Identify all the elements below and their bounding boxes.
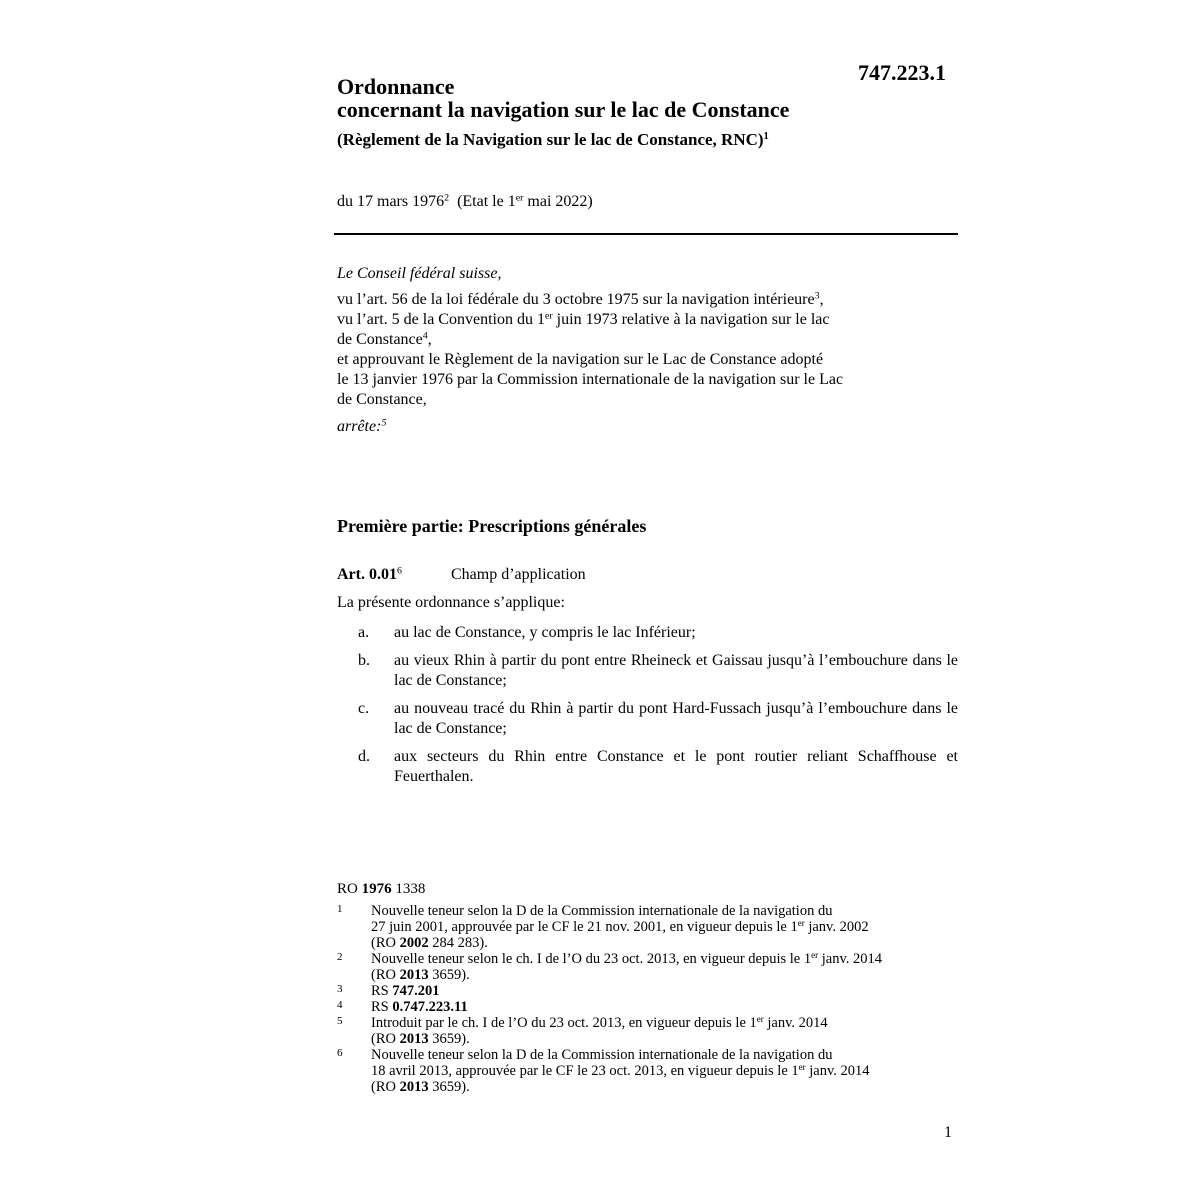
footnote-3 bbox=[337, 983, 937, 999]
footnote-text bbox=[371, 1047, 937, 1095]
footnote-ref-5[interactable]: 5 bbox=[381, 417, 387, 429]
footnote-bold: 0.747.223.11 bbox=[392, 999, 468, 1015]
footnote-bold: 747.201 bbox=[392, 983, 440, 999]
footnote-text bbox=[371, 983, 937, 999]
footnote-line: RS bbox=[371, 983, 393, 999]
preamble-line-2-ordinal: er bbox=[544, 310, 553, 322]
preamble-arrete bbox=[337, 417, 957, 437]
preamble-line-5: le 13 janvier 1976 par la Commission internationale de la navigation sur le Lac bbox=[337, 371, 844, 388]
footnote-number: 3 bbox=[337, 983, 343, 995]
footnote-line-end: 284 283). bbox=[428, 935, 488, 951]
footnote-line-end: janv. 2014 bbox=[818, 951, 883, 967]
footnote-ordinal: er bbox=[798, 1062, 806, 1073]
document-number: 747.223.1 bbox=[858, 60, 946, 85]
ro-reference bbox=[337, 881, 425, 898]
preamble-line-2-post: juin 1973 relative à la navigation sur le lac bbox=[552, 311, 830, 328]
title-line-1: Ordonnance bbox=[337, 74, 455, 99]
ro-prefix: RO bbox=[337, 881, 362, 897]
footnote-4 bbox=[337, 999, 937, 1015]
footnote-2 bbox=[337, 951, 937, 983]
footnote-line-end: janv. 2014 bbox=[805, 1063, 870, 1079]
footnote-number: 4 bbox=[337, 999, 343, 1011]
list-item-text: au nouveau tracé du Rhin à partir du pont Hard-Fussach jusqu’à l’embouchure dans le lac de Constance; bbox=[394, 700, 958, 737]
footnote-number: 6 bbox=[337, 1047, 343, 1059]
footnote-1 bbox=[337, 903, 937, 951]
footnote-number: 5 bbox=[337, 1015, 343, 1027]
footnote-line: (RO bbox=[371, 1079, 400, 1095]
footnote-text bbox=[371, 999, 937, 1015]
footnote-line: Nouvelle teneur selon la D de la Commission internationale de la navigation du bbox=[371, 1047, 833, 1063]
footnote-bold: 2013 bbox=[399, 1079, 429, 1095]
footnote-line: RS bbox=[371, 999, 393, 1015]
footnote-6 bbox=[337, 1047, 937, 1095]
state-suffix: mai 2022) bbox=[523, 193, 593, 210]
footnote-ref-6[interactable]: 6 bbox=[396, 565, 402, 577]
title-line-3 bbox=[337, 130, 769, 150]
footnote-line: 27 juin 2001, approuvée par le CF le 21 nov. 2001, en vigueur depuis le 1 bbox=[371, 919, 798, 935]
title-line-2: concernant la navigation sur le lac de Constance bbox=[337, 97, 790, 122]
footnote-5 bbox=[337, 1015, 937, 1047]
footnote-text bbox=[371, 951, 937, 983]
list-item bbox=[358, 623, 958, 643]
footnote-line-end: 3659). bbox=[428, 1031, 470, 1047]
footnote-text bbox=[371, 1015, 937, 1047]
footnote-number: 1 bbox=[337, 903, 343, 915]
footnote-ref-2[interactable]: 2 bbox=[444, 192, 450, 204]
footnote-bold: 2013 bbox=[399, 1031, 429, 1047]
part-heading: Première partie: Prescriptions générales bbox=[337, 516, 647, 536]
footnote-ref-4[interactable]: 4 bbox=[422, 330, 428, 342]
preamble-line-6: de Constance, bbox=[337, 391, 427, 408]
preamble-line-1-text: vu l’art. 56 de la loi fédérale du 3 octobre 1975 sur la navigation intérieure bbox=[337, 291, 815, 308]
list-item-letter: b. bbox=[358, 652, 370, 669]
article-intro: La présente ordonnance s’applique: bbox=[337, 594, 565, 611]
preamble-conseil: Le Conseil fédéral suisse, bbox=[337, 265, 502, 282]
arrete-text: arrête: bbox=[337, 418, 382, 435]
state-ordinal: er bbox=[515, 192, 524, 204]
preamble-line-1 bbox=[337, 290, 957, 310]
ro-page: 1338 bbox=[391, 881, 426, 897]
list-item-text: au lac de Constance, y compris le lac Inférieur; bbox=[394, 624, 696, 641]
footnote-line: (RO bbox=[371, 935, 400, 951]
footnote-line: (RO bbox=[371, 1031, 400, 1047]
preamble-line-3-text: de Constance bbox=[337, 331, 423, 348]
article-title: Champ d’application bbox=[451, 566, 586, 583]
state-prefix: (Etat le 1 bbox=[457, 193, 516, 210]
article-number bbox=[337, 566, 402, 584]
footnote-ordinal: er bbox=[811, 950, 819, 961]
list-item-text: au vieux Rhin à partir du pont entre Rheineck et Gaissau jusqu’à l’embouchure dans le lac de Constance; bbox=[394, 652, 958, 689]
list-item-text: aux secteurs du Rhin entre Constance et le pont routier reliant Schaffhouse et Feuerthalen. bbox=[394, 748, 958, 785]
preamble-line-2 bbox=[337, 310, 957, 330]
title-line-3-text: (Règlement de la Navigation sur le lac de Constance, RNC) bbox=[337, 130, 764, 149]
footnote-text bbox=[371, 903, 937, 951]
footnote-line: Introduit par le ch. I de l’O du 23 oct. 2013, en vigueur depuis le 1 bbox=[371, 1015, 757, 1031]
preamble-line-4: et approuvant le Règlement de la navigation sur le Lac de Constance adopté bbox=[337, 351, 824, 368]
footnote-line: Nouvelle teneur selon le ch. I de l’O du 23 oct. 2013, en vigueur depuis le 1 bbox=[371, 951, 812, 967]
page-number: 1 bbox=[944, 1124, 952, 1141]
list-item-letter: a. bbox=[358, 624, 370, 641]
preamble-line-3 bbox=[337, 330, 957, 350]
date-line bbox=[337, 193, 593, 211]
footnote-line-end: janv. 2014 bbox=[763, 1015, 828, 1031]
preamble-block bbox=[337, 290, 957, 410]
footnote-line: (RO bbox=[371, 967, 400, 983]
footnote-ref-3[interactable]: 3 bbox=[814, 290, 820, 302]
preamble-line-2-pre: vu l’art. 5 de la Convention du 1 bbox=[337, 311, 545, 328]
list-item bbox=[358, 651, 958, 691]
list-item-letter: d. bbox=[358, 748, 370, 765]
footnote-ordinal: er bbox=[756, 1014, 764, 1025]
article-number-text: Art. 0.01 bbox=[337, 566, 397, 583]
list-item-letter: c. bbox=[358, 700, 370, 717]
footnote-line: 18 avril 2013, approuvée par le CF le 23 oct. 2013, en vigueur depuis le 1 bbox=[371, 1063, 799, 1079]
date-text: du 17 mars 1976 bbox=[337, 193, 445, 210]
footnote-ordinal: er bbox=[797, 918, 805, 929]
preamble-line-3-end: , bbox=[427, 331, 432, 348]
footnote-line-end: 3659). bbox=[428, 967, 470, 983]
footnote-line-end: janv. 2002 bbox=[804, 919, 869, 935]
preamble-line-1-end: , bbox=[819, 291, 824, 308]
footnote-bold: 2002 bbox=[399, 935, 429, 951]
footnote-number: 2 bbox=[337, 951, 343, 963]
header-rule bbox=[334, 233, 958, 235]
footnote-bold: 2013 bbox=[399, 967, 429, 983]
footnote-line-end: 3659). bbox=[428, 1079, 470, 1095]
ro-year: 1976 bbox=[361, 881, 392, 897]
footnote-ref-1[interactable]: 1 bbox=[763, 131, 769, 143]
footnote-line: Nouvelle teneur selon la D de la Commission internationale de la navigation du bbox=[371, 903, 833, 919]
list-item bbox=[358, 699, 958, 739]
list-item bbox=[358, 747, 958, 787]
